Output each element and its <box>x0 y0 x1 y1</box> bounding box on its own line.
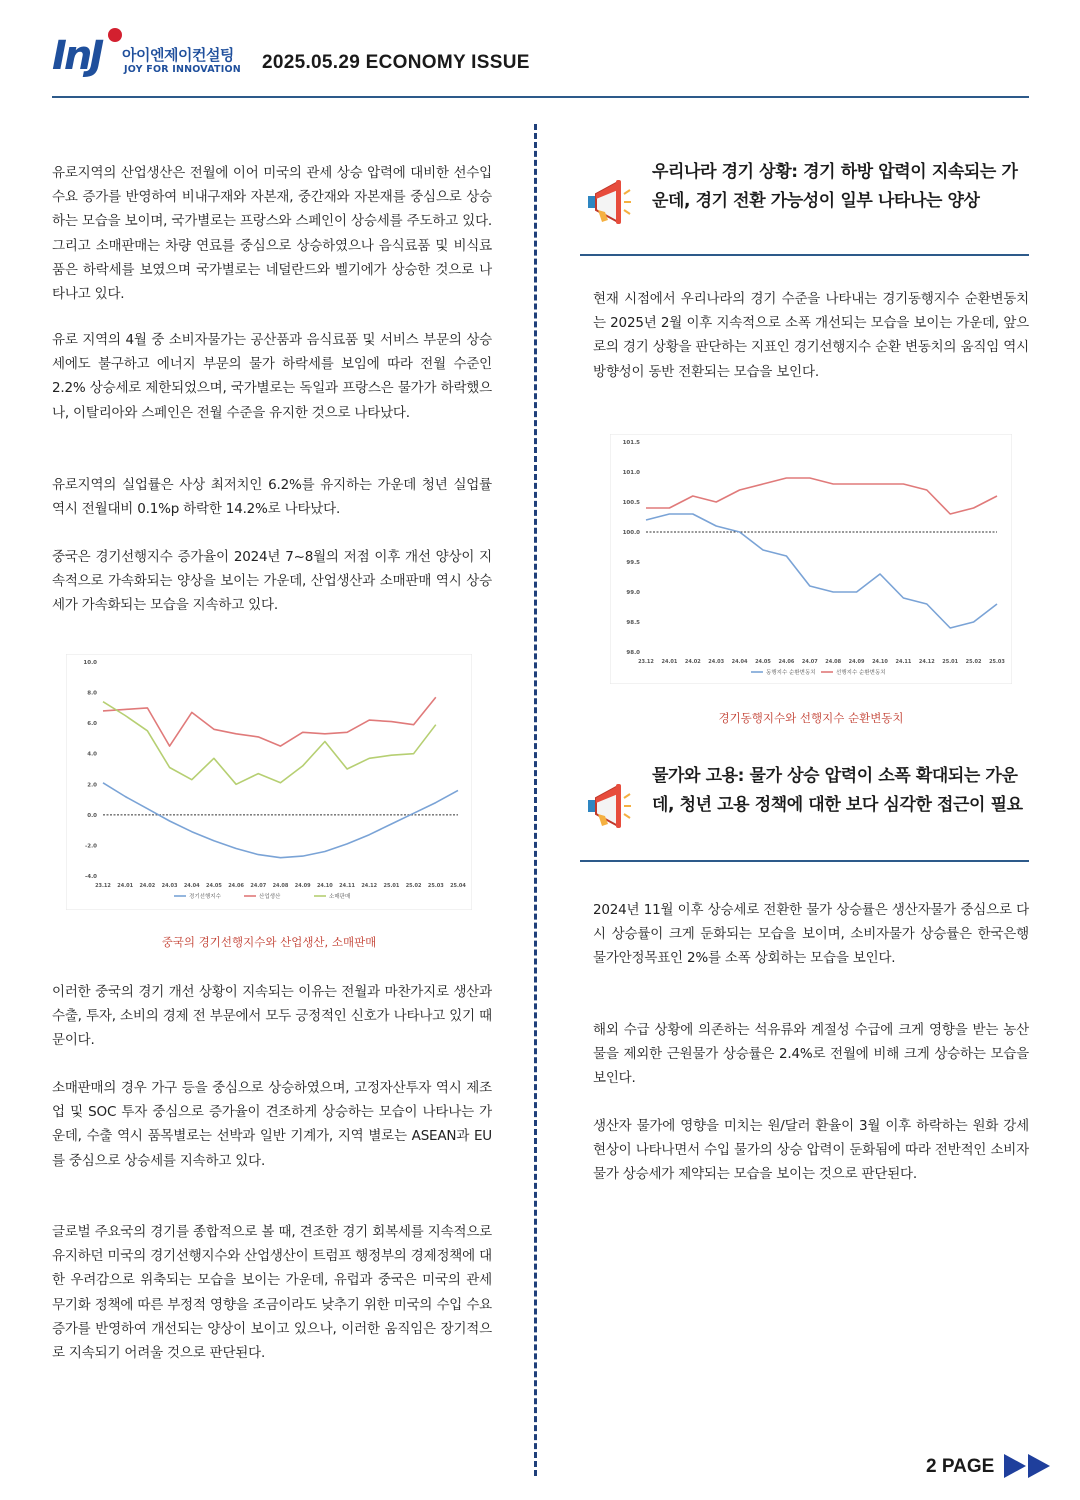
left-paragraph-6: 소매판매의 경우 가구 등을 중심으로 상승하였으며, 고정자산투자 역시 제조업 및 SOC 투자 중심으로 증가율이 견조하게 상승하는 모습이 나타나는 가운데, 수출 역시 품목별로는 선박과 일반 기계가, 지역 별로는 ASEAN과 EU를 중심으로 상승세를 지속하고 있다. <box>52 1080 492 1169</box>
x-tick-label: 25.01 <box>383 883 400 889</box>
x-tick-label: 24.05 <box>755 659 771 665</box>
legend-label: 산업생산 <box>259 894 281 900</box>
y-tick-label: 99.5 <box>626 560 640 566</box>
x-tick-label: 24.09 <box>848 659 865 665</box>
y-tick-label: 8.0 <box>87 690 97 697</box>
x-tick-label: 24.04 <box>183 883 200 889</box>
header-rule <box>52 96 1029 98</box>
y-tick-label: 6.0 <box>87 721 97 728</box>
right-paragraph-2: 2024년 11월 이후 상승세로 전환한 물가 상승률은 생산자물가 중심으로 다시 상승률이 크게 둔화되는 모습을 보이며, 소비자물가 상승률은 한국은행 물가안정목표인 2%를 소폭 상회하는 모습을 보인다. <box>593 902 1029 967</box>
logo-red-dot <box>108 28 122 42</box>
right-paragraph-3: 해외 수급 상황에 의존하는 석유류와 계절성 수급에 크게 영향을 받는 농산물을 제외한 근원물가 상승률은 2.4%로 전월에 비해 크게 상승하는 모습을 보인다. <box>593 1022 1029 1087</box>
left-paragraph-3: 유로지역의 실업률은 사상 최저치인 6.2%를 유지하는 가운데 청년 실업률 역시 전월대비 0.1%p 하락한 14.2%로 나타났다. <box>52 477 492 518</box>
left-paragraph-7: 글로벌 주요국의 경기를 종합적으로 볼 때, 견조한 경기 회복세를 지속적으로 유지하던 미국의 경기선행지수와 산업생산이 트럼프 행정부의 경제정책에 대한 우려감으로 위축되는 모습을 보이는 가운데, 유럽과 중국은 미국의 관세 무기화 정책에 따른 부정적 영향을 조금이라도 낮추기 위한 미국의 수입 수요 증가를 반영하여 개선되는 양상이 보이고 있으나, 이러한 움직임은 장기적으로 지속되기 어려울 것으로 판단된다. <box>52 1224 492 1362</box>
x-tick-label: 24.12 <box>918 659 935 665</box>
x-tick-label: 24.03 <box>161 883 178 889</box>
x-tick-label: 24.06 <box>228 883 245 889</box>
y-tick-label: 2.0 <box>87 782 97 789</box>
legend-label: 선행지수 순환변동치 <box>836 670 886 676</box>
section-title-prices-employment: 물가와 고용: 물가 상승 압력이 소폭 확대되는 가운데, 청년 고용 정책에 대한 보다 심각한 접근이 필요 <box>652 766 1023 815</box>
x-tick-label: 24.10 <box>872 659 888 665</box>
legend-label: 경기선행지수 <box>189 894 221 900</box>
china-chart-caption: 중국의 경기선행지수와 산업생산, 소매판매 <box>161 935 377 949</box>
x-tick-label: 24.09 <box>294 883 311 889</box>
megaphone-icon <box>580 776 632 828</box>
x-tick-label: 24.08 <box>272 883 289 889</box>
column-divider <box>534 124 537 1476</box>
page-header <box>52 26 1029 98</box>
legend-label: 소매판매 <box>329 894 351 900</box>
y-tick-label: 4.0 <box>87 751 97 758</box>
section-title-korea-economy: 우리나라 경기 상황: 경기 하방 압력이 지속되는 가운데, 경기 전환 가능성이 일부 나타나는 양상 <box>652 162 1018 211</box>
x-tick-label: 25.03 <box>427 883 444 889</box>
left-paragraph-2: 유로 지역의 4월 중 소비자물가는 공산품과 음식료품 및 서비스 부문의 상승세에도 불구하고 에너지 부문의 물가 하락세를 보임에 따라 전월 수준인 2.2% 상승세로 제한되었으며, 국가별로는 독일과 프랑스은 물가가 하락했으나, 이탈리아와 스페인은 전월 수준을 유지한 것으로 나타났다. <box>52 332 492 421</box>
x-tick-label: 24.12 <box>361 883 378 889</box>
company-logo <box>52 28 247 82</box>
x-tick-label: 25.02 <box>405 883 422 889</box>
x-tick-label: 24.02 <box>684 659 701 665</box>
x-tick-label: 24.03 <box>708 659 725 665</box>
y-tick-label: 98.5 <box>626 620 640 626</box>
x-tick-label: 24.02 <box>139 883 156 889</box>
y-tick-label: -2.0 <box>84 843 97 850</box>
korea-cycle-chart-svg <box>610 434 1012 684</box>
chart-frame <box>66 654 472 910</box>
x-tick-label: 24.01 <box>117 883 134 889</box>
x-tick-label: 25.03 <box>989 659 1005 665</box>
x-tick-label: 24.06 <box>778 659 795 665</box>
y-tick-label: 98.0 <box>626 650 640 656</box>
legend-label: 동행지수 순환변동치 <box>766 670 816 676</box>
y-tick-label: 100.5 <box>622 500 640 506</box>
section-rule <box>580 254 1029 256</box>
page-number: 2 PAGE <box>926 1456 995 1477</box>
x-tick-label: 24.11 <box>339 883 355 889</box>
x-tick-label: 24.07 <box>801 659 818 665</box>
x-tick-label: 24.08 <box>825 659 842 665</box>
issue-title: 2025.05.29 ECONOMY ISSUE <box>262 52 530 73</box>
double-arrow-right-icon[interactable] <box>1002 1452 1054 1480</box>
y-tick-label: 99.0 <box>626 590 640 596</box>
logo-korean-name: 아이엔제이컨설팅 <box>122 46 234 64</box>
x-tick-label: 24.05 <box>206 883 222 889</box>
x-tick-label: 24.10 <box>316 883 333 889</box>
right-paragraph-4: 생산자 물가에 영향을 미치는 원/달러 환율이 3월 이후 하락하는 원화 강세 현상이 나타나면서 수입 물가의 상승 압력이 둔화됨에 따라 전반적인 소비자 물가 상승세가 제약되는 모습을 보이는 것으로 판단된다. <box>593 1118 1029 1183</box>
x-tick-label: 25.02 <box>965 659 982 665</box>
left-paragraph-4: 중국은 경기선행지수 증가율이 2024년 7~8월의 저점 이후 개선 양상이 지속적으로 가속화되는 양상을 보이는 가운데, 산업생산과 소매판매 역시 상승세가 가속화되는 모습을 지속하고 있다. <box>52 549 492 614</box>
x-tick-label: 25.01 <box>942 659 959 665</box>
x-tick-label: 24.11 <box>895 659 912 665</box>
chart-frame <box>610 434 1012 684</box>
korea-chart-caption: 경기동행지수와 선행지수 순환변동치 <box>718 711 904 725</box>
right-paragraph-1: 현재 시점에서 우리나라의 경기 수준을 나타내는 경기동행지수 순환변동치는 2025년 2월 이후 지속적으로 소폭 개선되는 모습을 보이는 가운데, 앞으로의 경기 상황을 판단하는 지표인 경기선행지수 순환 변동치의 움직임 역시 방향성이 동반 전환되는 모습을 보인다. <box>593 291 1029 380</box>
x-tick-label: 24.01 <box>661 659 678 665</box>
megaphone-icon <box>580 172 632 224</box>
y-tick-label: -4.0 <box>84 874 97 880</box>
logo-mark: InJ <box>52 33 102 79</box>
y-tick-label: 0.0 <box>87 812 97 819</box>
x-tick-label: 23.12 <box>638 659 654 665</box>
y-tick-label: 100.0 <box>622 530 640 536</box>
x-tick-label: 24.04 <box>731 659 748 665</box>
x-tick-label: 24.07 <box>250 883 267 889</box>
china-indicators-chart-svg <box>66 654 472 910</box>
x-tick-label: 23.12 <box>95 883 111 889</box>
x-tick-label: 25.04 <box>450 883 466 889</box>
china-indicators-chart <box>66 654 472 910</box>
section-heading-prices-employment <box>580 762 1029 864</box>
y-tick-label: 101.5 <box>622 440 640 446</box>
korea-cycle-chart <box>610 434 1012 684</box>
y-tick-label: 10.0 <box>83 660 97 666</box>
y-tick-label: 101.0 <box>622 470 640 476</box>
section-rule <box>580 860 1029 862</box>
left-paragraph-1: 유로지역의 산업생산은 전월에 이어 미국의 관세 상승 압력에 대비한 선수입 수요 증가를 반영하여 비내구재와 자본재, 중간재와 자본재를 중심으로 상승하는 모습을 보이며, 국가별로는 프랑스와 스페인이 상승세를 주도하고 있다. 그리고 소매판매는 차량 연료를 중심으로 상승하였으나 음식료품 및 비식료품은 하락세를 보였으며 국가별로는 네덜란드와 벨기에가 상승한 것으로 나타나고 있다. <box>52 165 492 303</box>
left-paragraph-5: 이러한 중국의 경기 개선 상황이 지속되는 이유는 전월과 마찬가지로 생산과 수출, 투자, 소비의 경제 전 부문에서 모두 긍정적인 신호가 나타나고 있기 때문이다. <box>52 984 492 1049</box>
logo-slogan: JOY FOR INNOVATION <box>124 64 241 75</box>
section-heading-korea-economy <box>580 158 1029 258</box>
